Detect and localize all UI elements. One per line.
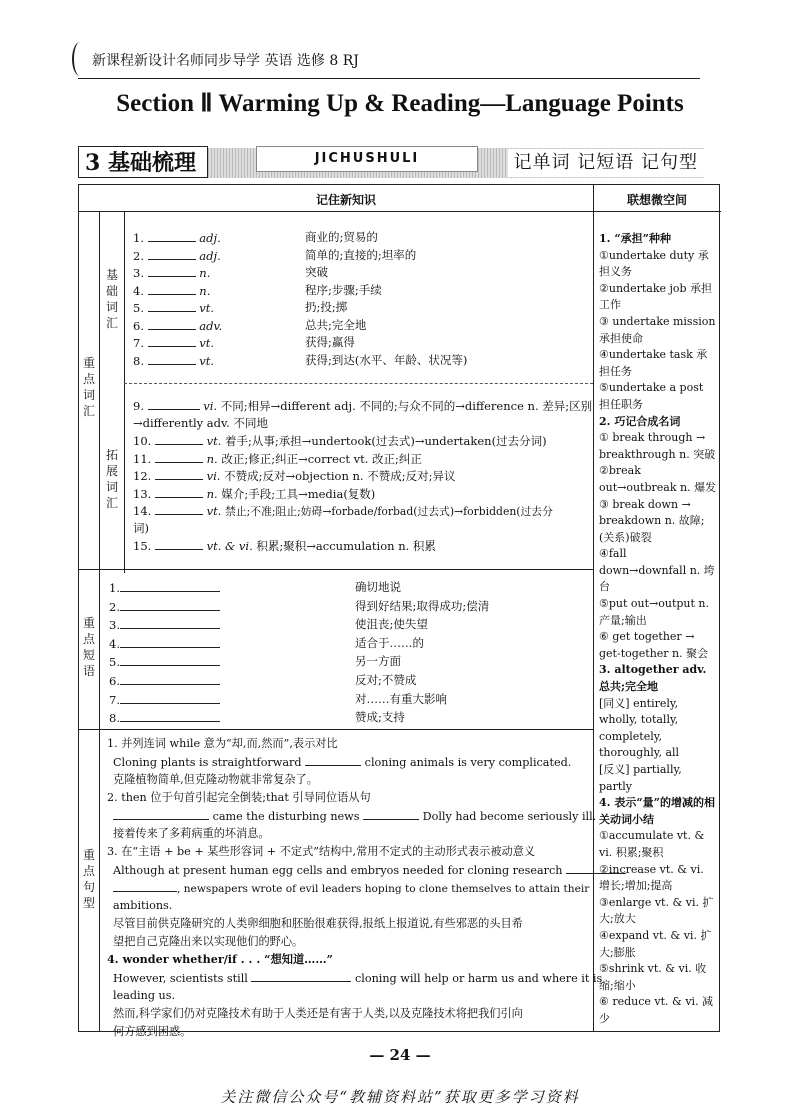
item-number: 12. xyxy=(133,469,152,483)
answer-blank[interactable] xyxy=(120,616,220,629)
list-item xyxy=(109,616,589,634)
item-number: 6. xyxy=(133,318,144,333)
section-label-sentence: 重点句型 xyxy=(82,848,95,910)
sentence-en xyxy=(113,861,589,879)
side-item: [反义] partially, partly xyxy=(599,763,682,793)
list-item xyxy=(133,229,589,247)
list-item xyxy=(133,450,589,468)
item-meaning: 适合于……的 xyxy=(355,635,424,650)
item-meaning: 突破 xyxy=(305,265,328,279)
list-item xyxy=(133,485,589,503)
header-bracket-icon xyxy=(72,42,88,76)
section-divider xyxy=(99,211,100,1031)
answer-blank[interactable] xyxy=(148,247,196,260)
answer-blank[interactable] xyxy=(120,672,220,685)
col-side-heading: 联想微空间 xyxy=(626,193,687,207)
item-text: 禁止;不准;阻止;妨碍→forbade/forbad(过去式)→forbidden(过去分 xyxy=(225,505,553,518)
side-item: ③ break down → breakdown n. 故障;(关系)破裂 xyxy=(599,497,705,544)
list-item xyxy=(109,598,589,616)
answer-blank[interactable] xyxy=(120,598,220,611)
list-item xyxy=(133,264,589,282)
side-item: ③ undertake mission 承担使命 xyxy=(599,314,716,345)
subsection-divider xyxy=(124,211,125,573)
side-heading: 3. altogether adv. 总共;完全地 xyxy=(599,663,707,694)
answer-blank[interactable] xyxy=(148,229,196,242)
knowledge-table xyxy=(78,184,720,1038)
section-label-phrase: 重点短语 xyxy=(82,616,95,678)
band-label: 3 基础梳理 xyxy=(78,146,208,178)
answer-blank[interactable] xyxy=(120,635,220,648)
item-number: 7. xyxy=(109,692,120,707)
answer-blank[interactable] xyxy=(251,969,351,982)
item-meaning: 总共;完全地 xyxy=(305,317,367,332)
answer-blank[interactable] xyxy=(148,264,196,277)
list-item xyxy=(133,299,589,317)
side-heading: 4. 表示“量”的增减的相关动词小结 xyxy=(599,796,715,826)
item-number: 5. xyxy=(133,301,144,315)
item-pos: vt. xyxy=(199,301,215,315)
item-meaning: 获得;到达(水平、年龄、状况等) xyxy=(305,352,468,367)
side-item: ④fall down→downfall n. 垮台 xyxy=(599,547,715,594)
footer-note: 关注微信公众号“教辅资料站”获取更多学习资料 xyxy=(220,1088,580,1106)
side-item: ①undertake duty 承担义务 xyxy=(599,248,709,279)
sentence-part: Cloning plants is straightforward xyxy=(113,756,302,769)
answer-blank[interactable] xyxy=(113,807,209,820)
list-item-cont xyxy=(133,415,589,433)
answer-blank[interactable] xyxy=(305,753,361,766)
answer-blank[interactable] xyxy=(148,317,196,330)
sentence-part: cloning animals is very complicated. xyxy=(364,756,572,769)
page-number: — 24 — xyxy=(369,1046,431,1064)
header-row-line xyxy=(79,211,721,212)
item-pos: n. xyxy=(206,451,218,466)
list-item xyxy=(133,467,589,485)
sentence-zh: 克隆植物简单,但克隆动物就非常复杂了。 xyxy=(113,773,318,786)
item-meaning: 扔;投;掷 xyxy=(305,300,348,314)
answer-blank[interactable] xyxy=(120,691,220,704)
item-pos: vt. xyxy=(206,504,222,518)
answer-blank[interactable] xyxy=(155,502,203,515)
answer-blank[interactable] xyxy=(155,537,203,550)
sublabel-ext: 拓展词汇 xyxy=(105,448,118,510)
side-item: ④expand vt. & vi. 扩大;膨胀 xyxy=(599,928,712,959)
basic-ext-line xyxy=(124,383,593,384)
item-number: 5. xyxy=(109,655,120,670)
side-item: ⑥ get together → get-together n. 聚会 xyxy=(599,630,709,660)
page-title: Section Ⅱ Warming Up & Reading—Language Points xyxy=(116,90,684,117)
list-item xyxy=(133,352,589,370)
list-item xyxy=(109,579,589,597)
list-item xyxy=(133,502,589,520)
sentence-head: 3. 在“主语 + be + 某些形容词 + 不定式”结构中,常用不定式的主动形式表示被动意义 xyxy=(107,845,536,858)
item-pos: adj. xyxy=(199,248,221,263)
item-number: 10. xyxy=(133,434,152,448)
answer-blank[interactable] xyxy=(363,807,419,820)
sentence-head: 1. 并列连词 while 意为“却,而,然而”,表示对比 xyxy=(107,737,338,750)
answer-blank[interactable] xyxy=(155,485,203,498)
list-item xyxy=(133,247,589,265)
item-meaning: 商业的;贸易的 xyxy=(305,230,378,244)
item-text: 媒介;手段;工具→media(复数) xyxy=(221,486,376,501)
item-number: 4. xyxy=(109,636,120,651)
answer-blank[interactable] xyxy=(155,450,203,463)
list-item xyxy=(109,672,589,690)
side-item: [同义] entirely, wholly, totally, completely, thoroughly, all xyxy=(599,696,680,760)
sentence-en xyxy=(113,753,589,771)
answer-blank[interactable] xyxy=(120,579,220,592)
item-pos: n. xyxy=(199,283,211,298)
answer-blank[interactable] xyxy=(148,334,196,347)
side-item: ①accumulate vt. & vi. 积累;聚积 xyxy=(599,829,705,859)
answer-blank[interactable] xyxy=(148,299,196,312)
band-subtitle: 记单词 记短语 记句型 xyxy=(508,149,704,177)
item-meaning: 确切地说 xyxy=(355,580,401,594)
item-number: 13. xyxy=(133,486,152,501)
header-rule xyxy=(78,78,700,79)
item-number: 3. xyxy=(109,618,120,633)
item-meaning: 对……有重大影响 xyxy=(355,691,447,706)
sentence-part: However, scientists still xyxy=(113,972,248,985)
sentence-head: 2. then 位于句首引起完全倒装;that 引导同位语从句 xyxy=(107,791,371,804)
item-pos: vi. xyxy=(206,469,221,483)
sublabel-basic: 基础词汇 xyxy=(105,268,118,330)
item-number: 2. xyxy=(133,248,144,263)
item-meaning: 另一方面 xyxy=(355,654,401,669)
list-item xyxy=(133,537,589,555)
item-pos: vt. xyxy=(199,336,215,350)
item-meaning: 获得;赢得 xyxy=(305,335,355,349)
list-item-cont xyxy=(133,520,589,538)
item-pos: adv. xyxy=(199,318,223,333)
sentence-zh: 望把自己克隆出来以实现他们的野心。 xyxy=(113,935,304,948)
answer-blank[interactable] xyxy=(113,879,177,892)
sentence-en xyxy=(113,879,589,897)
item-number: 4. xyxy=(133,283,144,298)
vocab-phrase-line xyxy=(79,569,593,570)
item-number: 1. xyxy=(133,231,144,245)
sentence-zh: 何方感到困惑。 xyxy=(113,1025,192,1038)
list-item xyxy=(109,709,589,727)
item-text: 不同;相异→different adj. 不同的;与众不同的→difference n. 差异;区别 xyxy=(220,399,593,413)
sentence-part: , newspapers wrote of evil leaders hoping to clone themselves to attain their xyxy=(177,883,590,895)
item-text: 词) xyxy=(133,520,149,535)
side-item: ① break through → breakthrough n. 突破 xyxy=(599,431,716,461)
item-text: 着手;从事;承担→undertook(过去式)→undertaken(过去分词) xyxy=(225,434,547,448)
sentence-en xyxy=(113,969,603,987)
phrase-sentence-line xyxy=(79,729,593,730)
item-number: 1. xyxy=(109,581,120,595)
col-divider xyxy=(593,185,594,1031)
item-text: 积累;聚积→accumulation n. 积累 xyxy=(256,539,436,553)
answer-blank[interactable] xyxy=(120,653,220,666)
item-meaning: 简单的;直接的;坦率的 xyxy=(305,247,417,262)
item-pos: vt. & vi. xyxy=(206,539,253,553)
answer-blank[interactable] xyxy=(155,432,203,445)
side-item: ②increase vt. & vi. 增长;增加;提高 xyxy=(599,862,704,893)
side-item: ③enlarge vt. & vi. 扩大;放大 xyxy=(599,895,714,926)
side-item: ⑤put out→output n. 产量;输出 xyxy=(599,597,709,627)
side-item: ④undertake task 承担任务 xyxy=(599,348,708,378)
item-meaning: 赞成;支持 xyxy=(355,710,405,725)
side-item: ⑥ reduce vt. & vi. 减少 xyxy=(599,995,714,1025)
answer-blank[interactable] xyxy=(148,352,196,365)
sentence-en xyxy=(113,807,597,825)
item-text: 不赞成;反对→objection n. 不赞成;反对;异议 xyxy=(224,469,456,483)
item-text: 改正;修正;纠正→correct vt. 改正;纠正 xyxy=(221,451,422,466)
side-item: ②break out→outbreak n. 爆发 xyxy=(599,464,717,494)
sentence-part: came the disturbing news xyxy=(212,810,360,823)
col-main-heading: 记住新知识 xyxy=(315,193,376,207)
band-pinyin: JICHUSHULI xyxy=(256,146,478,172)
item-text: →differently adv. 不同地 xyxy=(133,415,268,430)
sentence-zh: 尽管目前供克隆研究的人类卵细胞和胚胎很难获得,报纸上报道说,有些邪恶的头目希 xyxy=(113,917,523,930)
association-column xyxy=(599,231,717,1028)
sentence-en: leading us. xyxy=(113,989,176,1002)
sentence-part: Although at present human egg cells and embryos needed for cloning research xyxy=(113,864,563,877)
item-number: 3. xyxy=(133,266,144,280)
item-meaning: 程序;步骤;手续 xyxy=(305,282,382,297)
sentence-en: ambitions. xyxy=(113,899,173,912)
item-number: 8. xyxy=(109,711,120,726)
item-number: 14. xyxy=(133,504,152,518)
list-item xyxy=(133,432,589,450)
item-pos: adj. xyxy=(199,231,221,245)
item-pos: vt. xyxy=(206,434,222,448)
answer-blank[interactable] xyxy=(120,709,220,722)
answer-blank[interactable] xyxy=(148,282,196,295)
item-pos: vi. xyxy=(203,399,218,413)
sentence-zh: 接着传来了多莉病重的坏消息。 xyxy=(113,827,270,840)
list-item xyxy=(133,334,589,352)
item-meaning: 反对;不赞成 xyxy=(355,673,417,687)
side-heading: 1. “承担”种种 xyxy=(599,232,671,245)
answer-blank[interactable] xyxy=(155,467,203,480)
item-number: 7. xyxy=(133,336,144,350)
answer-blank[interactable] xyxy=(148,397,200,410)
list-item xyxy=(133,282,589,300)
section-band xyxy=(78,146,704,180)
item-number: 8. xyxy=(133,353,144,368)
item-number: 6. xyxy=(109,674,120,688)
item-pos: vt. xyxy=(199,353,215,368)
list-item xyxy=(133,397,593,415)
sentence-zh: 然而,科学家们仍对克隆技术有助于人类还是有害于人类,以及克隆技术将把我们引向 xyxy=(113,1007,523,1020)
list-item xyxy=(109,635,589,653)
side-item: ②undertake job 承担工作 xyxy=(599,281,713,312)
list-item xyxy=(109,653,589,671)
item-meaning: 得到好结果;取得成功;偿清 xyxy=(355,598,490,613)
item-pos: n. xyxy=(206,486,218,501)
sentence-head: 4. wonder whether/if . . . “想知道……” xyxy=(107,952,333,966)
item-pos: n. xyxy=(199,266,211,280)
list-item xyxy=(133,317,589,335)
item-number: 2. xyxy=(109,599,120,614)
section-label-vocab: 重点词汇 xyxy=(82,356,95,418)
side-item: ⑤undertake a post 担任职务 xyxy=(599,381,704,411)
item-number: 15. xyxy=(133,539,152,553)
book-header: 新课程新设计名师同步导学 英语 选修 8 RJ xyxy=(92,53,359,69)
list-item xyxy=(109,691,589,709)
item-number: 9. xyxy=(133,399,144,413)
item-number: 11. xyxy=(133,451,152,466)
side-heading: 2. 巧记合成名词 xyxy=(599,414,681,428)
item-meaning: 使沮丧;使失望 xyxy=(355,617,428,632)
sentence-part: cloning will help or harm us and where it is xyxy=(354,972,603,985)
sentence-part: Dolly had become seriously ill. xyxy=(422,810,597,823)
side-item: ⑤shrink vt. & vi. 收缩;缩小 xyxy=(599,962,707,992)
